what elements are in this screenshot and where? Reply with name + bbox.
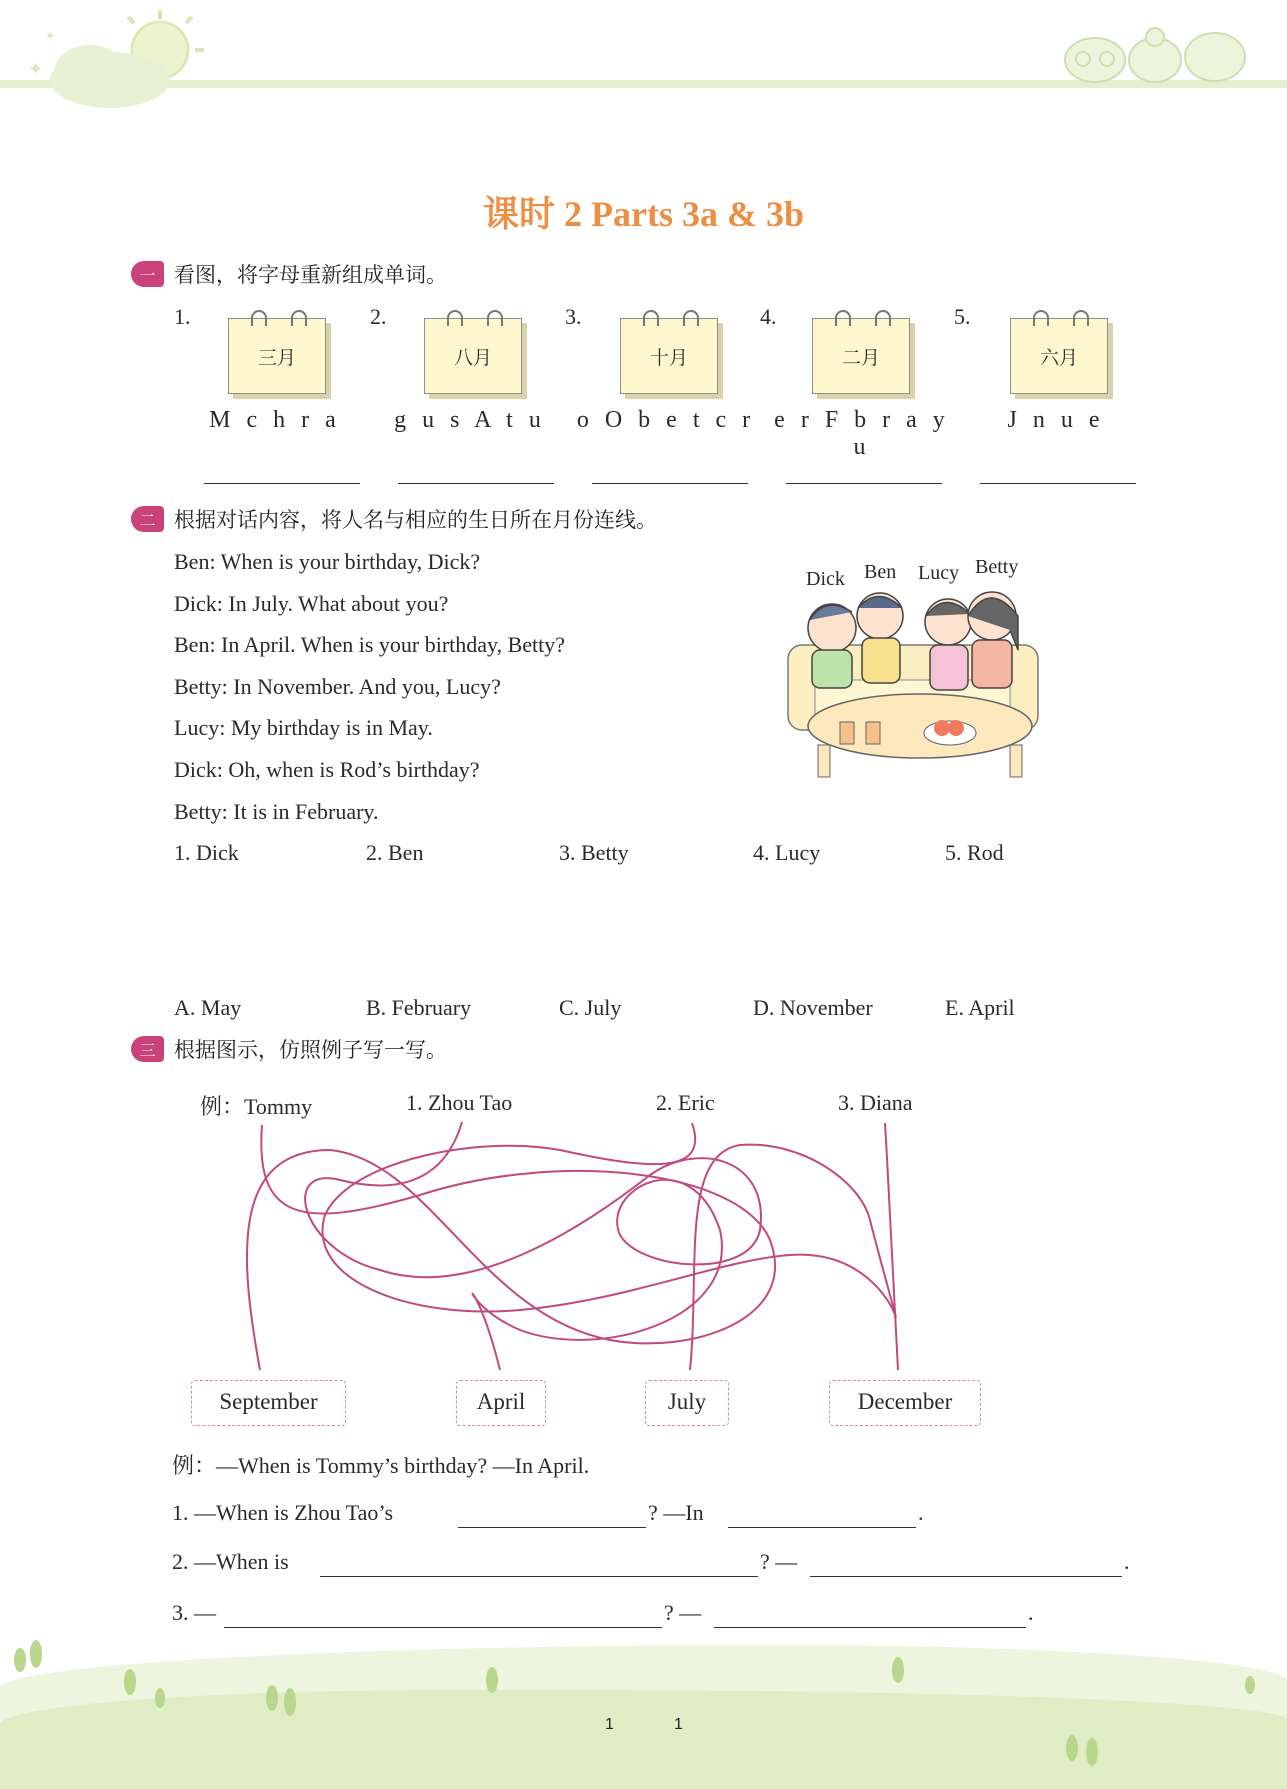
calendar-ring-icon [447,310,463,326]
maze-line-eric [323,1123,896,1370]
section-2-instruction: 根据对话内容，将人名与相应的生日所在月份连线。 [174,508,657,532]
match-name-4[interactable]: 4. Lucy [753,840,821,865]
dialogue-line-7: Betty: It is in February. [174,798,379,824]
maze-person-4: 3. Diana [838,1090,913,1115]
calendar-month-2: 八月 [453,346,492,369]
maze-person-1: 例：Tommy [200,1094,313,1119]
calendar-icon-4 [812,318,910,394]
calendar-ring-icon [291,310,307,326]
scrambled-letters-3: o O b e t c r [576,407,756,433]
q2-blank-1[interactable] [320,1576,758,1577]
calendar-ring-icon [251,310,267,326]
dialogue-line-6: Dick: Oh, when is Rod’s birthday? [174,757,480,782]
maze-month-box-3: July [645,1380,729,1426]
section-1-instruction: 看图，将字母重新组成单词。 [174,263,447,287]
calendar-ring-icon [643,310,659,326]
answer-blank-5[interactable] [980,483,1136,484]
q3-blank-2[interactable] [714,1627,1026,1628]
q2-blank-2[interactable] [810,1576,1122,1577]
match-month-2[interactable]: B. February [366,995,472,1020]
q3-mid: ? — [664,1600,702,1625]
calendar-month-1: 三月 [257,346,296,369]
scrambled-letters-2: g u s A t u [394,407,546,433]
match-name-1[interactable]: 1. Dick [174,840,239,865]
page-title: 课时 2 Parts 3a & 3b [483,194,804,234]
svg-text:✦: ✦ [45,29,56,43]
calendar-ring-icon [683,310,699,326]
q1-blank-2[interactable] [728,1527,916,1528]
q3-period: . [1028,1600,1034,1625]
calendar-ring-icon [875,310,891,326]
maze-person-2: 1. Zhou Tao [406,1090,513,1115]
dialogue-line-2: Dick: In July. What about you? [174,590,449,616]
calendar-ring-icon [1073,310,1089,326]
q3-prefix: 3. — [172,1600,216,1625]
q3-blank-1[interactable] [224,1627,662,1628]
q1-prefix: 1. —When is Zhou Tao’s [172,1500,394,1525]
q1-period: . [918,1500,924,1525]
page-number-right: 1 [674,1716,683,1733]
q1-mid: ? —In [648,1500,704,1525]
answer-blank-4[interactable] [786,483,942,484]
calendar-month-4: 二月 [841,346,880,369]
item-number-1: 1. [174,304,191,329]
label-dick: Dick [806,568,845,590]
scrambled-letters-5: J n u e [1007,407,1105,433]
page-number-left: 1 [605,1716,614,1733]
section-1-badge: 一 [131,261,164,287]
answer-blank-1[interactable] [204,483,360,484]
match-month-3[interactable]: C. July [559,995,622,1020]
maze-line-diana [885,1123,898,1370]
label-betty: Betty [975,556,1019,578]
q2-mid: ? — [760,1549,798,1574]
dialogue-line-4: Betty: In November. And you, Lucy? [174,673,501,699]
calendar-icon-3 [620,318,718,394]
section-3-instruction: 根据图示，仿照例子写一写。 [174,1038,447,1062]
section-3-badge: 三 [131,1036,164,1062]
match-month-5[interactable]: E. April [945,995,1015,1020]
maze-month-box-4: December [829,1380,981,1426]
calendar-ring-icon [835,310,851,326]
item-number-5: 5. [954,304,971,329]
calendar-month-5: 六月 [1039,346,1078,369]
calendar-icon-5 [1010,318,1108,394]
label-ben: Ben [864,561,897,583]
q2-prefix: 2. —When is [172,1549,289,1574]
answer-blank-2[interactable] [398,483,554,484]
dialogue-line-5: Lucy: My birthday is in May. [174,715,433,741]
calendar-icon-1 [228,318,326,394]
maze-month-box-2: April [456,1380,546,1426]
match-month-1[interactable]: A. May [174,995,242,1020]
calendar-icon-2 [424,318,522,394]
item-number-2: 2. [370,304,387,329]
dialogue-line-1: Ben: When is your birthday, Dick? [174,549,481,574]
svg-text:✦: ✦ [28,59,44,79]
tree-icons [0,1630,1287,1789]
calendar-ring-icon [487,310,503,326]
dialogue-line-3: Ben: In April. When is your birthday, Betty? [174,632,566,658]
match-name-5[interactable]: 5. Rod [945,840,1004,865]
example-sentence: 例：—When is Tommy’s birthday? —In April. [172,1453,590,1478]
answer-blank-3[interactable] [592,483,748,484]
maze-month-box-1: September [191,1380,346,1426]
maze-person-3: 2. Eric [656,1090,715,1115]
q2-period: . [1124,1549,1130,1574]
scrambled-letters-4: e r F b r a y u [774,407,950,460]
calendar-month-3: 十月 [649,346,688,369]
item-number-3: 3. [565,304,582,329]
match-name-3[interactable]: 3. Betty [559,840,629,865]
label-lucy: Lucy [918,562,960,584]
calendar-ring-icon [1033,310,1049,326]
q1-blank-1[interactable] [458,1527,646,1528]
match-month-4[interactable]: D. November [753,995,873,1020]
match-name-2[interactable]: 2. Ben [366,840,424,865]
scrambled-letters-1: M c h r a [209,407,341,433]
section-2-badge: 二 [131,506,164,532]
item-number-4: 4. [760,304,777,329]
